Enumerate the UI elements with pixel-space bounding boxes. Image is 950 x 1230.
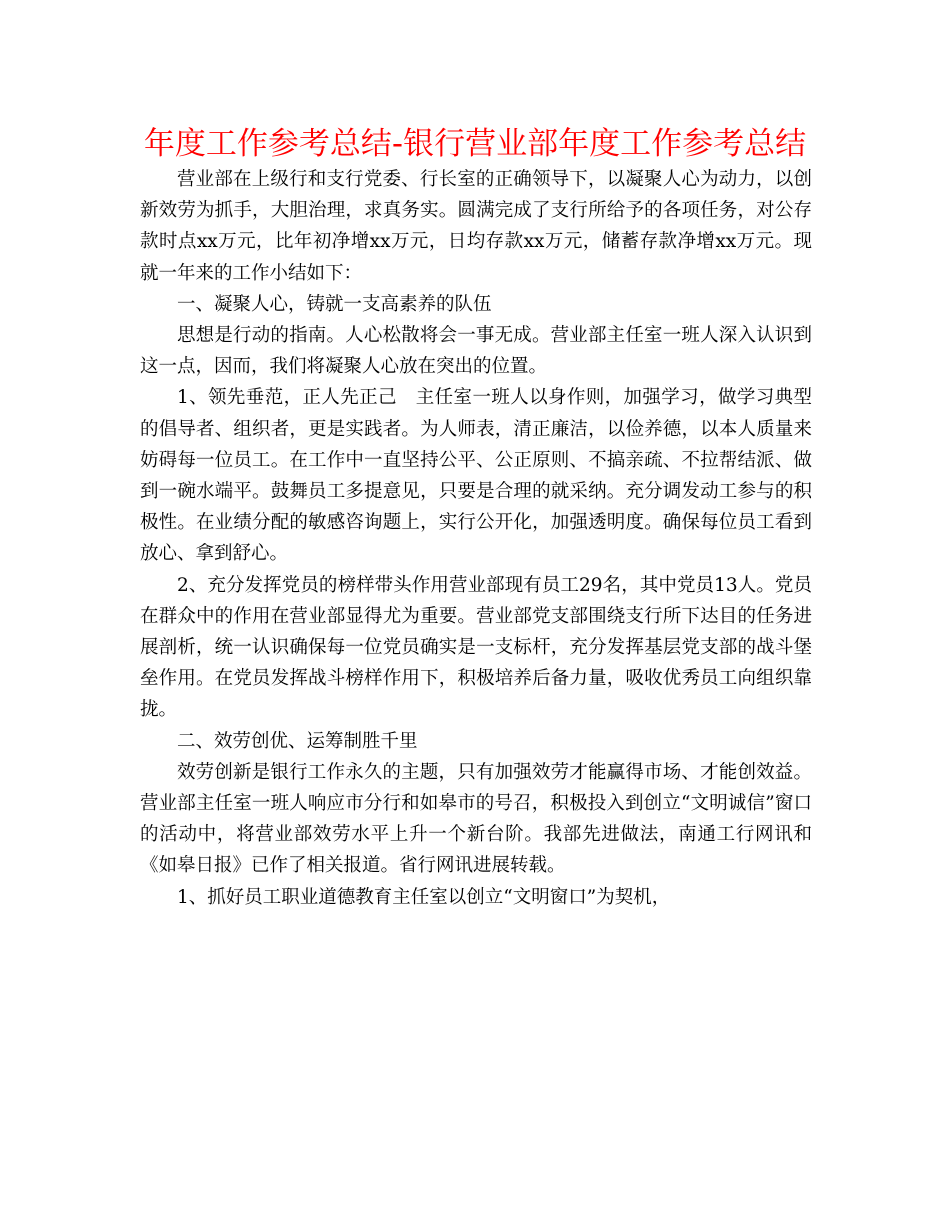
paragraph: 2、充分发挥党员的榜样带头作用营业部现有员工29名，其中党员13人。党员在群众中的作用在营业部显得尤为重要。营业部党支部围绕支行所下达目的任务进展剖析，统一认识确保每一位党员确实是一支标杆，充分发挥基层党支部的战斗堡垒作用。在党员发挥战斗榜样作用下，积极培养后备力量，吸收优秀员工向组织靠拢。 [140,574,812,721]
paragraph: 效劳创新是银行工作永久的主题，只有加强效劳才能赢得市场、才能创效益。营业部主任室一班人响应市分行和如皋市的号召，积极投入到创立“文明诚信”窗口的活动中，将营业部效劳水平上升一个新台阶。我部先进做法，南通工行网讯和《如皋日报》已作了相关报道。省行网讯进展转载。 [140,761,812,877]
paragraph: 1、领先垂范，正人先正己 主任室一班人以身作则，加强学习，做学习典型的倡导者、组织者，更是实践者。为人师表，清正廉洁，以俭养德，以本人质量来妨碍每一位员工。在工作中一直坚持公平、公正原则、不搞亲疏、不拉帮结派、做到一碗水端平。鼓舞员工多提意见，只要是合理的就采纳。充分调发动工参与的积极性。在业绩分配的敏感咨询题上，实行公开化，加强透明度。确保每位员工看到放心、拿到舒心。 [140,387,812,565]
section-heading-2: 二、效劳创优、运筹制胜千里 [177,730,418,752]
section-heading-1: 一、凝聚人心，铸就一支高素养的队伍 [177,293,492,315]
paragraph-intro: 营业部在上级行和支行党委、行长室的正确领导下，以凝聚人心为动力，以创新效劳为抓手，大胆治理，求真务实。圆满完成了支行所给予的各项任务，对公存款时点xx万元，比年初净增xx万元，日均存款xx万元，储蓄存款净增xx万元。现就一年来的工作小结如下： [140,169,812,284]
document-title: 年度工作参考总结-银行营业部年度工作参考总结 [143,126,807,162]
paragraph: 1、抓好员工职业道德教育主任室以创立“文明窗口”为契机， [177,886,671,908]
document-body [140,164,812,913]
paragraph: 思想是行动的指南。人心松散将会一事无成。营业部主任室一班人深入认识到这一点，因而，我们将凝聚人心放在突出的位置。 [140,325,812,378]
